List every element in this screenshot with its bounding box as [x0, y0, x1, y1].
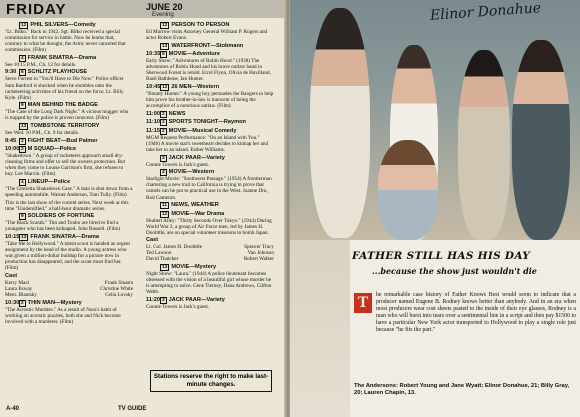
article-subhead: ...because the show just wouldn't die: [372, 266, 537, 276]
listing-heading: [146, 211, 274, 218]
listing-entry: [5, 234, 133, 271]
program-description: Ed Murrow visits Attorney General William P. Rogers and actor Robert Evans.: [146, 29, 268, 42]
listing-heading: [5, 179, 133, 186]
program-title: LINEUP—Police: [27, 179, 71, 185]
program-title: SOLDIERS OF FORTUNE: [27, 213, 95, 220]
program-title: WATERFRONT—Stobmann: [171, 42, 244, 49]
channel-box: 13: [162, 43, 168, 49]
listings-page: [0, 0, 286, 417]
listing-time: 10:35: [146, 51, 161, 58]
program-title: TOMBSTONE TERRITORY: [30, 123, 100, 130]
family-photo: [290, 0, 580, 240]
listing-entry: [146, 237, 274, 262]
listing-entry: [5, 179, 133, 198]
program-description: Connie Towers is Jack's guest.: [146, 303, 210, 310]
listing-entry: [146, 202, 274, 209]
program-title: JACK PAAR—Variety: [168, 296, 225, 303]
listing-entry: [5, 123, 133, 136]
listing-entry: [146, 119, 274, 126]
listing-time: 11:00: [146, 110, 160, 117]
listing-time: 9:45: [5, 137, 17, 144]
listing-heading: [146, 43, 274, 50]
program-description: MGM Request Performance: "On an Island with You." (1948) A movie star's sweetheart decides to kidnap her and take her to an island. Esther Williams.: [146, 134, 269, 154]
program-title: PERSON TO PERSON: [171, 22, 230, 28]
listing-time: 11:10: [146, 119, 160, 126]
cast-role: Mem. Blautsky: [5, 292, 37, 299]
program-description: See 10:15 P.M., Ch. 13 for details.: [5, 61, 77, 68]
listing-entry: [5, 138, 133, 145]
cast-actor: Robert Walker: [243, 256, 274, 263]
listing-heading: [146, 202, 274, 209]
channel-box: 13: [162, 264, 168, 270]
listing-entry: [146, 264, 274, 295]
listing-heading: [5, 234, 133, 241]
listing-entry: [146, 51, 274, 82]
listing-heading: [146, 128, 274, 135]
listing-time: 10:30: [5, 299, 20, 306]
listing-entry: [146, 211, 274, 236]
program-title: NEWS: [168, 110, 186, 117]
cast-label: Cast: [5, 273, 18, 280]
program-title: MOVIE—Western: [168, 169, 215, 176]
program-title: THIN MAN—Mystery: [27, 299, 82, 306]
program-description: "Bounty Hunter." A young boy persuades the Rangers to help him prove his brother-in-law is innocent of being the accomplice of a notorious outlaw. (Film): [146, 91, 274, 110]
channel-box: 4: [21, 55, 24, 61]
listing-entry: [5, 146, 133, 177]
program-description: "The Black Scarab." Tim and Toubo are hired to find a youngster who has been kidnaped. John Russell. (Film): [5, 220, 121, 233]
channel-box: 9: [21, 103, 24, 109]
listing-entry: [146, 169, 274, 200]
channel-box: 2: [162, 128, 165, 134]
listing-time: 11:20: [146, 296, 160, 303]
program-description: "Shakedown." A group of racketeers approach small dry-cleaning firms and offer to sell the owners protection. But when they come to Louise Garrison's firm, she refuses to buy. Lee Marvin. (Film): [5, 153, 126, 178]
day-title: FRIDAY: [6, 1, 67, 18]
listing-entry: [5, 55, 133, 68]
channel-box: 2: [162, 111, 165, 117]
listing-entry: [5, 22, 133, 53]
page-number: A-40: [6, 406, 20, 412]
program-title: MOVIE—Musical Comedy: [168, 127, 237, 134]
cast-row: [146, 256, 274, 262]
channel-box: 12: [162, 23, 168, 28]
listing-heading: [5, 123, 133, 130]
channel-box: 11: [162, 203, 168, 209]
program-title: SCHLITZ PLAYHOUSE: [27, 69, 88, 76]
cast-role: Ted Lawson: [146, 250, 172, 257]
channel-box: 9: [162, 52, 165, 58]
program-description: Connie Towers is Jack's guest.: [146, 161, 210, 168]
channel-box: 4: [162, 170, 165, 176]
program-title: NEWS, WEATHER: [171, 202, 219, 209]
autograph-signature: Elinor Donahue: [429, 0, 542, 24]
program-description: "Lt. Bilko." Back in 1942, Sgt. Bilko received a special commission for service in battle. Now he learns that, contrary to what he thought, the Army never canceled that commission. (Film): [5, 29, 126, 54]
listing-heading: [5, 300, 133, 307]
channel-box: 4: [21, 180, 24, 185]
program-title: FIGHT BEAT—Bud Palmer: [27, 137, 98, 144]
channel-box: 2: [21, 300, 24, 306]
program-description: "The Glorietta Shakedown Case." A man is shot down from a speeding automobile. Warner Anderson, Tom Tully. (Film): [5, 186, 133, 199]
program-description: See Wed. 10 P.M., Ch. 9 for details.: [5, 130, 79, 137]
listing-heading: [146, 119, 274, 126]
cast-role: Lt. Col. James H. Doolittle: [146, 244, 203, 251]
photo-lower-strip: [290, 240, 350, 417]
listing-time: 9:30: [5, 69, 17, 76]
listings-column-1: [5, 22, 133, 326]
listing-entry: [146, 111, 274, 118]
channel-box: 6: [21, 70, 24, 76]
listing-entry: [5, 300, 133, 325]
program-description: Night Show: "Laura." (1944) A police lieutenant becomes obsessed with the vision of a beautiful girl whose murder he is attempting to solve. Gene Tierney, Dana Andrews, Clifton Webb.: [146, 270, 272, 296]
photo-daughter: [512, 40, 570, 240]
photo-girl: [378, 140, 438, 240]
channel-box: 2: [21, 138, 24, 144]
listing-heading: [146, 297, 274, 304]
listing-heading: [146, 84, 274, 91]
listing-heading: [146, 155, 274, 162]
program-title: MOVIE—Mystery: [171, 263, 217, 270]
channel-box: 13: [21, 235, 27, 241]
listing-entry: [5, 69, 133, 100]
listing-entry: [146, 128, 274, 153]
program-description: Steve Forrest in "You'll Have to Die Now." Police officer Sam Raeford is shocked when he stumbles onto the racketeering activities of his friend on the force, Lt. Billy Kyle. (Film): [5, 76, 124, 101]
listing-time: 10:15: [5, 234, 20, 241]
listing-heading: [5, 138, 133, 145]
channel-box: 2: [21, 147, 24, 153]
listing-heading: [146, 111, 274, 118]
article-body: he remarkable case history of Father Knows Best would seem to indicate that a producer named Eugene B. Rodney knows better than anybody. And in an era when most producers wear cost sheets pasted to the inside of their eye glasses, Rodney is a man who will burst into tears over a sentimental line in a script and then pay $1500 to have a particular New York actor transported to Hollywood to play a single role just because "he fits the part.": [376, 292, 576, 333]
cast-actor: Van Johnson: [247, 250, 274, 257]
program-title: SPORTS TONIGHT—Raymon: [168, 119, 246, 126]
channel-box: 13: [21, 124, 27, 130]
article-page: [290, 0, 580, 417]
period-label: Evening: [152, 12, 174, 18]
channel-box: 12: [162, 211, 168, 217]
listing-entry: [146, 84, 274, 109]
listing-entry: [146, 22, 274, 41]
channel-box: 3: [162, 155, 165, 161]
listing-heading: [5, 55, 133, 62]
magazine-footer: TV GUIDE: [118, 406, 147, 412]
drop-cap: T: [354, 293, 372, 313]
article-headline: FATHER STILL HAS HIS DAY: [352, 250, 531, 262]
photo-mother: [458, 50, 510, 240]
channel-box: 2: [162, 120, 165, 126]
photo-caption: The Andersons: Robert Young and Jane Wyatt; Elinor Donahue, 21; Billy Gray, 20; Lauren Chapin, 13.: [354, 383, 570, 396]
listing-entry: [146, 297, 274, 310]
program-title: PHIL SILVERS—Comedy: [30, 22, 96, 28]
channel-box: 9: [21, 214, 24, 220]
listing-time: 10:00: [5, 146, 20, 153]
program-title: JACK PAAR—Variety: [168, 154, 225, 161]
listings-column-2: [146, 22, 274, 311]
cast-role: David Thatcher: [146, 256, 179, 263]
program-description: "The Case of the Long Dark Night." A vicious mugger who is trapped by the police is proven innocent. (Film): [5, 109, 129, 122]
notice-box: Stations reserve the right to make last-minute changes.: [150, 370, 272, 392]
program-title: MOVIE—Adventure: [168, 51, 220, 58]
program-description: Early Show: "Adventures of Robin Hood." (1938) The adventures of Robin Hood and his brave outlaw band in Sherwood Forest is retold. Errol Flynn, Olivia de Havilland, Basil Rathbone, Ian Hunter.: [146, 58, 271, 83]
listing-entry: [5, 200, 133, 212]
cast-actor: Spencer Tracy: [244, 244, 274, 251]
listing-entry: [5, 213, 133, 232]
cast-actor: Christine White: [100, 285, 133, 292]
program-description: "The Acrostic Murders." As a result of Nora's habit of working on acrostic puzzles, both she and Nick become involved with a murderer. (Film): [5, 306, 121, 325]
cast-actor: Celia Lovsky: [105, 292, 133, 299]
program-title: FRANK SINATRA—Drama: [27, 54, 97, 61]
listing-entry: [146, 43, 274, 50]
day-header-band: [0, 0, 286, 18]
channel-box: 3: [162, 297, 165, 303]
program-title: 26 MEN—Western: [171, 84, 220, 91]
listing-entry: [146, 155, 274, 168]
cast-role: Kerry Maxi: [5, 279, 30, 286]
cast-row: [5, 292, 133, 298]
program-description: Starlight Movie: "Southwest Passage." (1954) A frontierman chartering a new trail to California is trying to prove that camels can be put to practical use in the West. Joanne Dru, Rod Cameron.: [146, 176, 272, 201]
program-title: MAN BEHIND THE BADGE: [27, 102, 98, 109]
cast-actor: Frank Sinatra: [104, 279, 133, 286]
listing-time: 10:45: [146, 84, 161, 91]
listing-entry: [5, 102, 133, 121]
cast-role: Laura Esway: [5, 285, 33, 292]
listing-entry: [5, 273, 133, 298]
program-title: M SQUAD—Police: [27, 146, 77, 153]
cast-label: Cast: [146, 237, 159, 244]
program-description: "Take Me to Hollywood." A talent scout is handed an urgent assignment by the head of the studio. A young actress who was given a million-dollar buildup for a picture now in production has disappeared, and the scout must find her. (Film): [5, 241, 130, 272]
listing-heading: [146, 264, 274, 271]
channel-box: 12: [162, 85, 168, 91]
photo-father: [310, 8, 370, 238]
program-description: Shubert Alley: "Thirty Seconds Over Tokyo." (1944) During World War 2, a group of Air Force men, led by James H. Doolittle, are on special volunteer missions to bomb Japan.: [146, 217, 272, 236]
listing-time: 11:15: [146, 127, 160, 134]
program-description: This is the last show of the current series. Next week at this time "Unidentified," a half-hour dramatic series.: [5, 199, 129, 212]
program-title: FRANK SINATRA—Drama: [30, 234, 99, 241]
listing-heading: [146, 22, 274, 29]
channel-box: 12: [21, 23, 27, 28]
listing-heading: [5, 22, 133, 29]
date-label: JUNE 20: [146, 2, 183, 12]
program-title: MOVIE—War Drama: [171, 210, 225, 217]
